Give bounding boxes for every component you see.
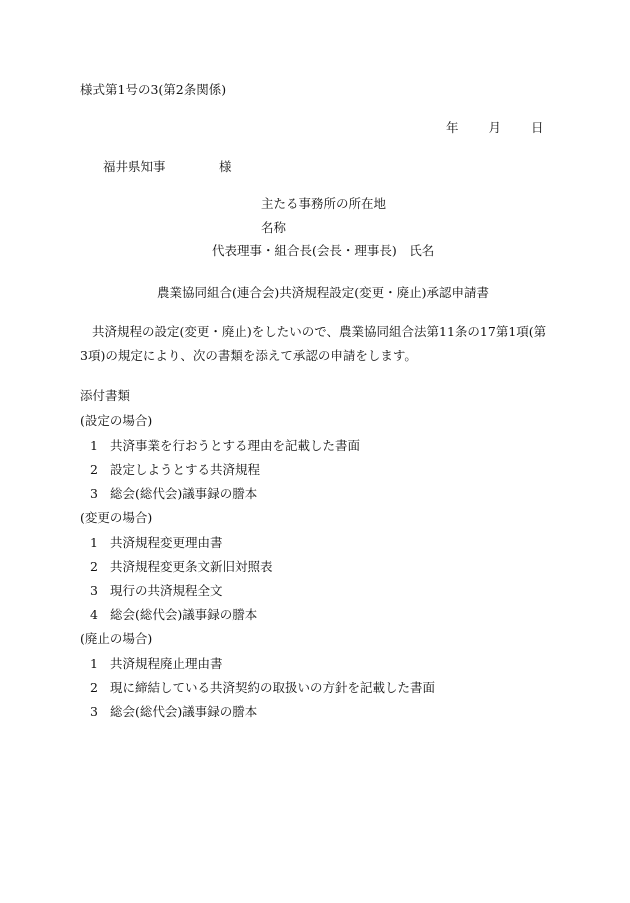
list-item: 2 共済規程変更条文新旧対照表 [90, 559, 273, 574]
addressee-name: 福井県知事 [103, 159, 166, 174]
sender-name-label: 名称 [261, 220, 287, 235]
sender-address-label: 主たる事務所の所在地 [261, 196, 387, 211]
date-day-label: 日 [530, 120, 544, 135]
list-item: 2 設定しようとする共済規程 [90, 462, 261, 477]
form-number: 様式第1号の3(第2条関係) [80, 82, 227, 97]
list-item: 1 共済規程変更理由書 [90, 535, 223, 550]
document-title: 農業協同組合(連合会)共済規程設定(変更・廃止)承認申請書 [157, 285, 490, 300]
section-label-change: (変更の場合) [80, 510, 153, 525]
list-item: 3 総会(総代会)議事録の謄本 [90, 704, 258, 719]
addressee [103, 157, 232, 175]
list-item: 2 現に締結している共済契約の取扱いの方針を記載した書面 [90, 680, 436, 695]
list-item: 1 共済事業を行おうとする理由を記載した書面 [90, 438, 361, 453]
section-label-establish: (設定の場合) [80, 413, 153, 428]
list-item: 4 総会(総代会)議事録の謄本 [90, 607, 258, 622]
list-item: 3 総会(総代会)議事録の謄本 [90, 486, 258, 501]
list-item: 3 現行の共済規程全文 [90, 583, 223, 598]
section-label-abolish: (廃止の場合) [80, 631, 153, 646]
addressee-honorific: 様 [219, 159, 232, 174]
attachments-heading: 添付書類 [80, 388, 131, 403]
list-item: 1 共済規程廃止理由書 [90, 656, 223, 671]
body-paragraph: 共済規程の設定(変更・廃止)をしたいので、農業協同組合法第11条の17第1項(第3項)の規定により、次の書類を添えて承認の申請をします。 [80, 324, 547, 363]
date-line [446, 118, 543, 136]
date-year-label: 年 [446, 120, 459, 135]
date-month-label: 月 [488, 120, 501, 135]
sender-representative-label: 代表理事・組合長(会長・理事長) 氏名 [212, 243, 435, 258]
